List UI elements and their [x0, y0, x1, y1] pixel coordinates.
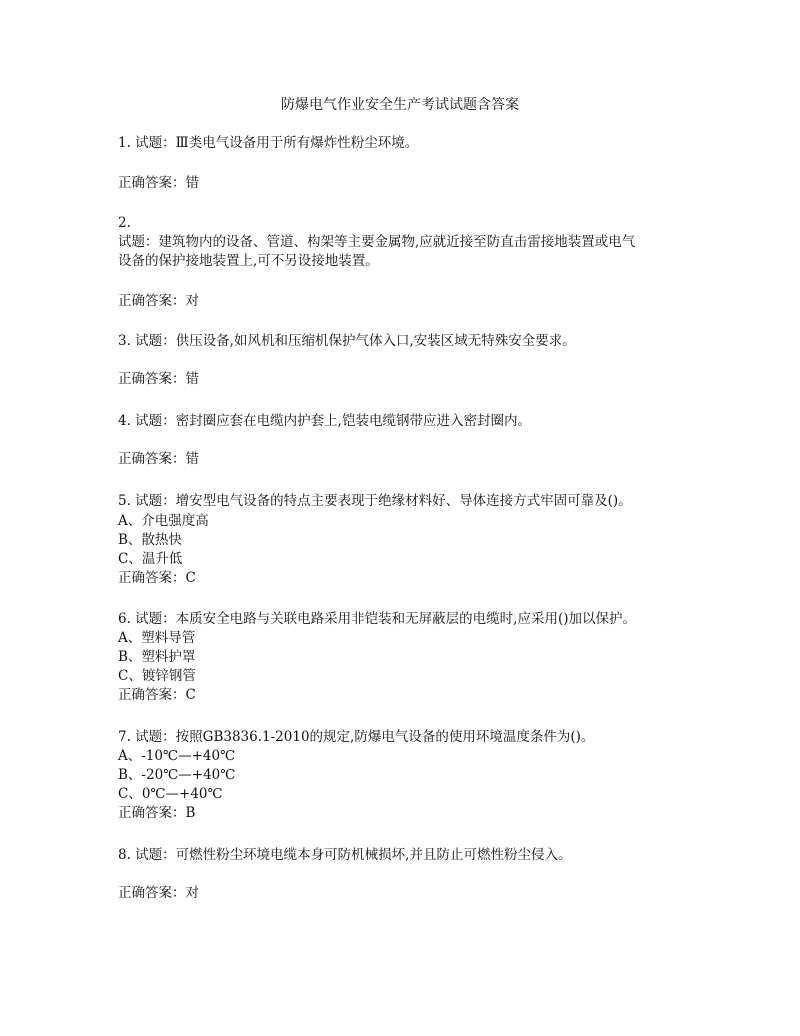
- question-1-answer: 正确答案：错: [118, 175, 199, 191]
- question-3-answer: 正确答案：错: [118, 371, 199, 387]
- question-6-answer: 正确答案：C: [118, 687, 196, 703]
- question-7-stem: 7. 试题：按照GB3836.1-2010的规定,防爆电气设备的使用环境温度条件为()。: [118, 729, 595, 745]
- question-4-stem: 4. 试题：密封圈应套在电缆内护套上,铠装电缆钢带应进入密封圈内。: [118, 413, 531, 429]
- question-5-option-a: A、介电强度高: [118, 513, 209, 529]
- question-2-stem-line2: 设备的保护接地装置上,可不另设接地装置。: [118, 253, 379, 269]
- question-1-stem: 1. 试题：Ⅲ类电气设备用于所有爆炸性粉尘环境。: [118, 135, 419, 151]
- question-8-stem: 8. 试题：可燃性粉尘环境电缆本身可防机械损坏,并且防止可燃性粉尘侵入。: [118, 847, 572, 863]
- question-5-stem: 5. 试题：增安型电气设备的特点主要表现于绝缘材料好、导体连接方式牢固可靠及()。: [118, 493, 632, 509]
- question-2-stem-line1: 试题：建筑物内的设备、管道、构架等主要金属物,应就近接至防直击雷接地装置或电气: [118, 234, 636, 250]
- question-6-option-c: C、镀锌钢管: [118, 668, 196, 684]
- question-7-answer: 正确答案：B: [118, 805, 196, 821]
- question-8-answer: 正确答案：对: [118, 885, 199, 901]
- question-7-option-b: B、-20℃—+40℃: [118, 767, 236, 783]
- question-3-stem: 3. 试题：供压设备,如风机和压缩机保护气体入口,安装区域无特殊安全要求。: [118, 333, 576, 349]
- question-5-option-b: B、散热快: [118, 532, 182, 548]
- question-5-answer: 正确答案：C: [118, 570, 196, 586]
- question-6-option-b: B、塑料护罩: [118, 649, 196, 665]
- question-2-answer: 正确答案：对: [118, 293, 199, 309]
- question-4-answer: 正确答案：错: [118, 451, 199, 467]
- question-6-stem: 6. 试题：本质安全电路与关联电路采用非铠装和无屏蔽层的电缆时,应采用()加以保护。: [118, 611, 636, 627]
- question-5-option-c: C、温升低: [118, 551, 183, 567]
- question-2-number: 2.: [118, 215, 131, 231]
- question-7-option-c: C、0℃—+40℃: [118, 786, 223, 802]
- question-6-option-a: A、塑料导管: [118, 630, 196, 646]
- document-title: 防爆电气作业安全生产考试试题含答案: [281, 97, 519, 113]
- question-7-option-a: A、-10℃—+40℃: [118, 748, 236, 764]
